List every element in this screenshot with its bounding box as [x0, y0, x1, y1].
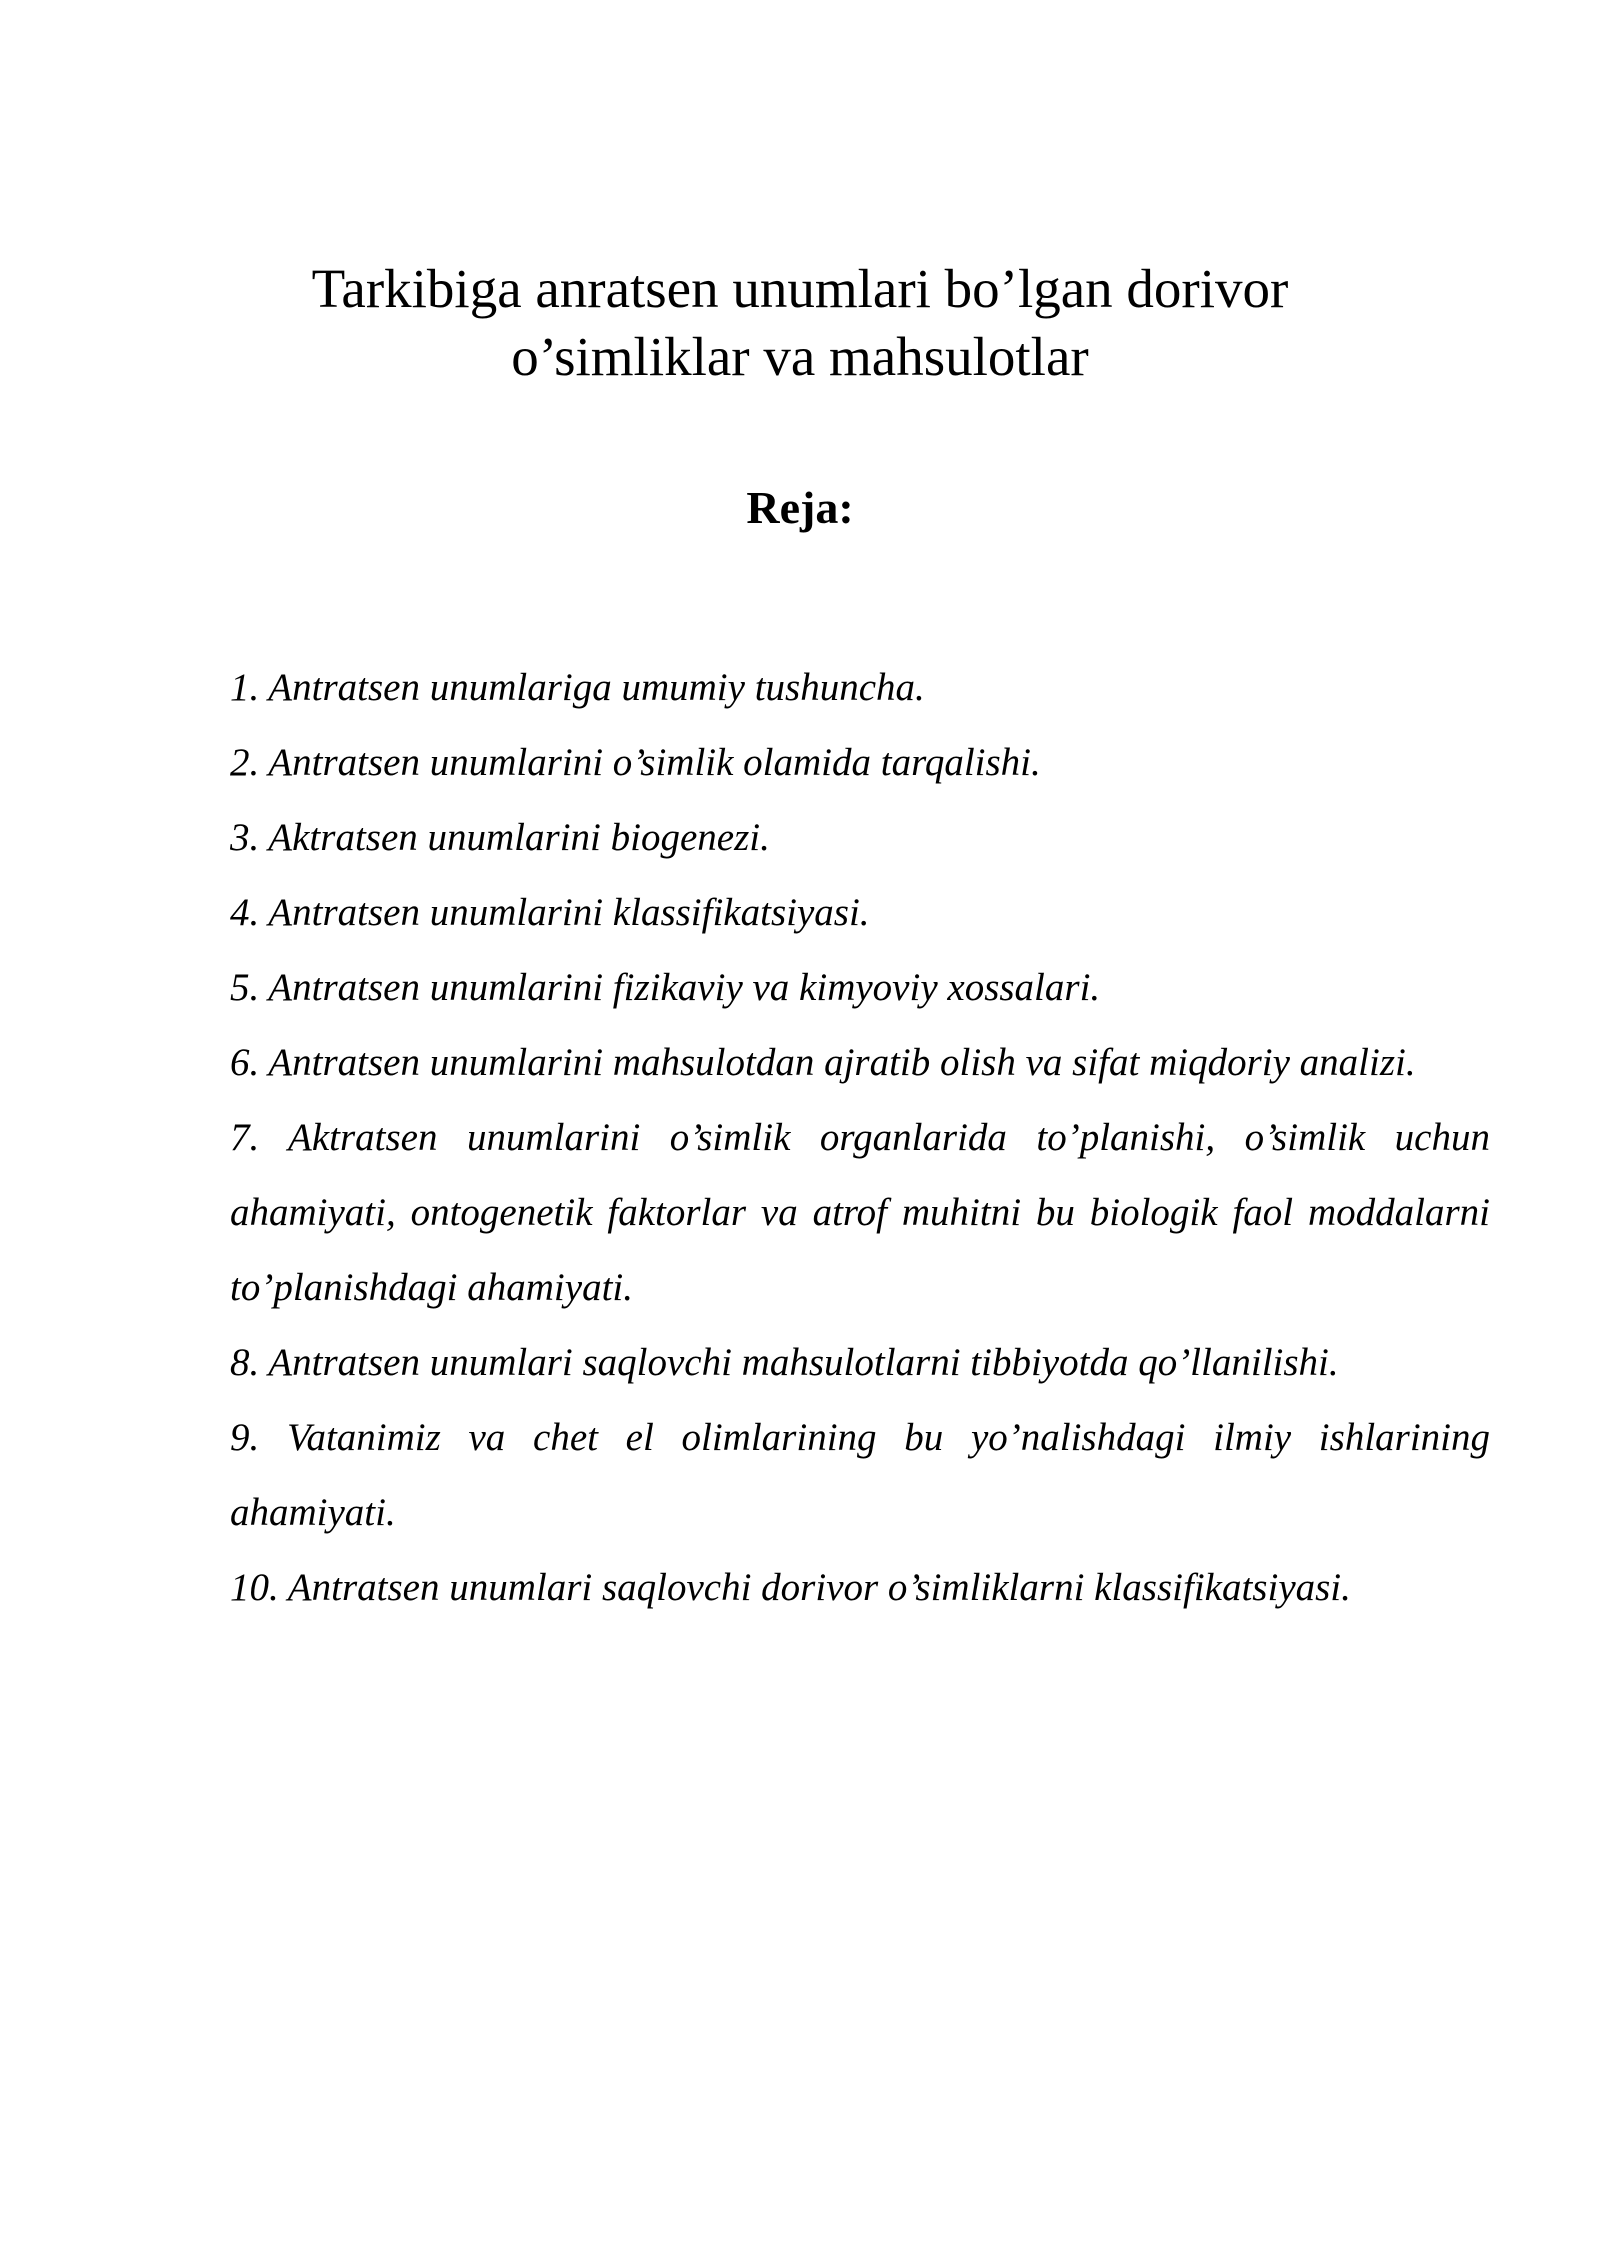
title-line-2: o’simliklar va mahsulotlar	[511, 325, 1089, 387]
plan-item-4: 4. Antratsen unumlarini klassifikatsiyasi.	[230, 891, 870, 934]
plan-item-2: 2. Antratsen unumlarini o’simlik olamida tarqalishi.	[230, 741, 1041, 784]
document-title	[0, 255, 1600, 391]
plan-item-9: 9. Vatanimiz va chet el olimlarining bu yo’nalishdagi ilmiy ishlarining ahamiyati.	[230, 1416, 1490, 1534]
plan-item-3: 3. Aktratsen unumlarini biogenezi.	[230, 816, 770, 859]
plan-item-1: 1. Antratsen unumlariga umumiy tushuncha.	[230, 666, 925, 709]
plan-item-7: 7. Aktratsen unumlarini o’simlik organlarida to’planishi, o’simlik uchun ahamiyati, ontogenetik faktorlar va atrof muhitni bu biologik faol moddalarni to’planishdagi ahamiyati.	[230, 1116, 1490, 1309]
plan-item-6: 6. Antratsen unumlarini mahsulotdan ajratib olish va sifat miqdoriy analizi.	[230, 1041, 1416, 1084]
plan-item-10: 10. Antratsen unumlari saqlovchi dorivor o’simliklarni klassifikatsiyasi.	[230, 1566, 1351, 1609]
title-line-1: Tarkibiga anratsen unumlari bo’lgan dorivor	[311, 257, 1289, 319]
plan-list	[230, 650, 1490, 1625]
plan-item-5: 5. Antratsen unumlarini fizikaviy va kimyoviy xossalari.	[230, 966, 1101, 1009]
plan-item-8: 8. Antratsen unumlari saqlovchi mahsulotlarni tibbiyotda qo’llanilishi.	[230, 1341, 1339, 1384]
plan-heading: Reja:	[746, 482, 854, 533]
